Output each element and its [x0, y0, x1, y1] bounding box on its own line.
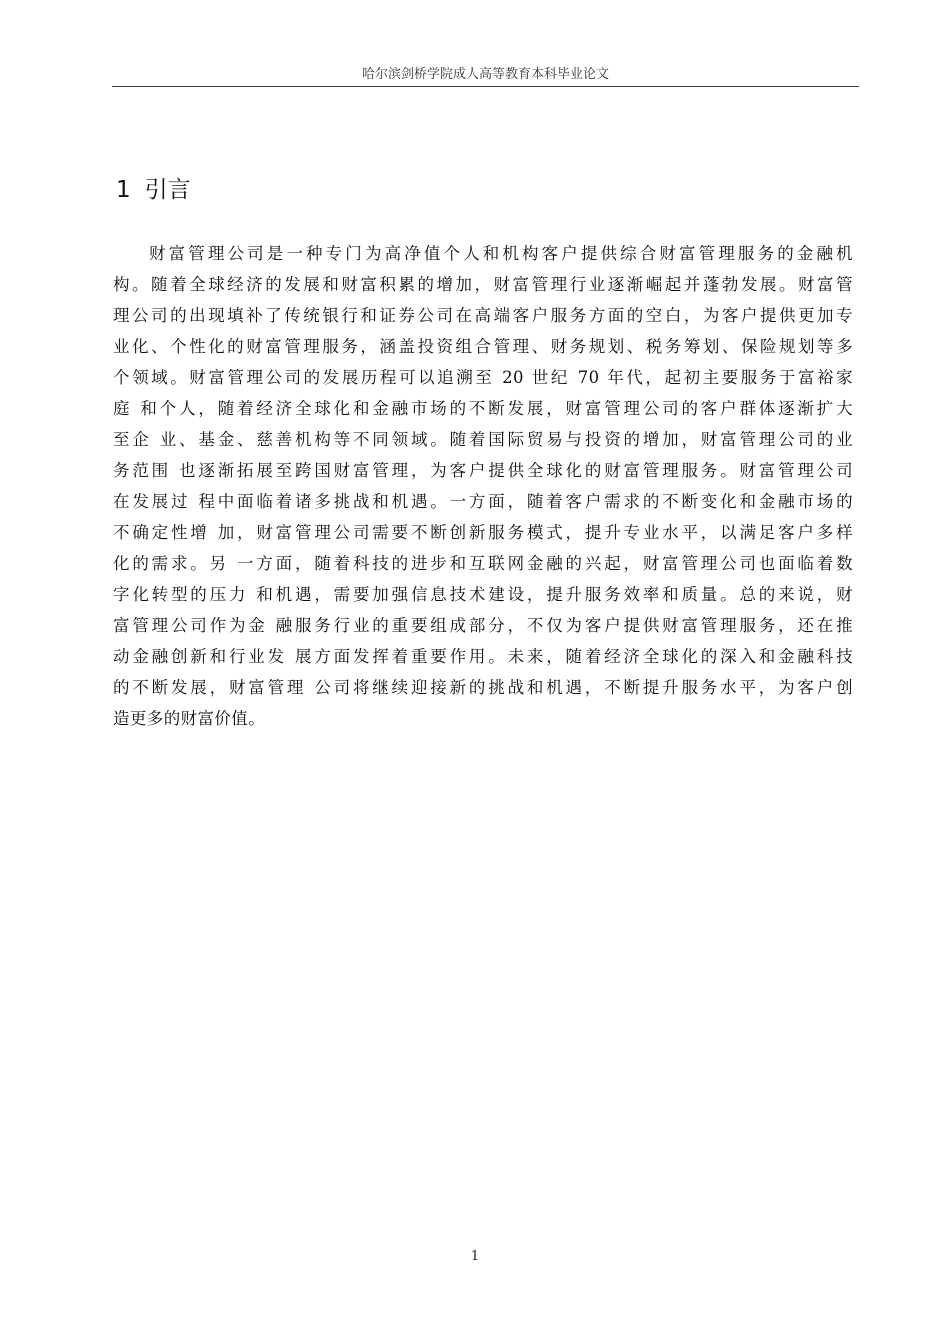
paragraph-line: 字化转型的压力 和机遇，需要加强信息技术建设，提升服务效率和质量。总的来说，财 [113, 585, 853, 604]
page-header [112, 66, 859, 87]
page-number: 1 [470, 1249, 480, 1264]
section-title: 引言 [144, 177, 191, 203]
paragraph-line: 造更多的财富价值。 [113, 709, 266, 728]
paragraph-line: 富管理公司作为金 融服务行业的重要组成部分，不仅为客户提供财富管理服务，还在推 [113, 616, 853, 635]
paragraph-line: 化的需求。另 一方面，随着科技的进步和互联网金融的兴起，财富管理公司也面临着数 [113, 554, 853, 573]
section-number: 1 [116, 177, 131, 203]
paragraph-line: 业化、个性化的财富管理服务，涵盖投资组合管理、财务规划、税务筹划、保险规划等多 [113, 337, 853, 356]
paragraph-line: 财富管理公司是一种专门为高净值个人和机构客户提供综合财富管理服务的金融机 [149, 244, 853, 263]
paragraph-line: 个领域。财富管理公司的发展历程可以追溯至 20 世纪 70 年代，起初主要服务于富裕家 [113, 368, 853, 387]
body-paragraph [113, 238, 853, 734]
paragraph-line: 至企 业、基金、慈善机构等不同领域。随着国际贸易与投资的增加，财富管理公司的业 [113, 430, 853, 449]
paragraph-line: 动金融创新和行业发 展方面发挥着重要作用。未来，随着经济全球化的深入和金融科技 [113, 647, 853, 666]
paragraph-line: 的不断发展，财富管理 公司将继续迎接新的挑战和机遇，不断提升服务水平，为客户创 [113, 678, 853, 697]
header-title: 哈尔滨剑桥学院成人高等教育本科毕业论文 [361, 67, 609, 82]
paragraph-line: 不确定性增 加，财富管理公司需要不断创新服务模式，提升专业水平，以满足客户多样 [113, 523, 853, 542]
paragraph-line: 构。随着全球经济的发展和财富积累的增加，财富管理行业逐渐崛起并蓬勃发展。财富管 [113, 275, 853, 294]
paragraph-line: 务范围 也逐渐拓展至跨国财富管理，为客户提供全球化的财富管理服务。财富管理公司 [113, 461, 853, 480]
paragraph-line: 庭 和个人，随着经济全球化和金融市场的不断发展，财富管理公司的客户群体逐渐扩大 [113, 399, 853, 418]
section-heading [116, 173, 191, 207]
paragraph-line: 理公司的出现填补了传统银行和证券公司在高端客户服务方面的空白，为客户提供更加专 [113, 306, 853, 325]
paragraph-line: 在发展过 程中面临着诸多挑战和机遇。一方面，随着客户需求的不断变化和金融市场的 [113, 492, 853, 511]
